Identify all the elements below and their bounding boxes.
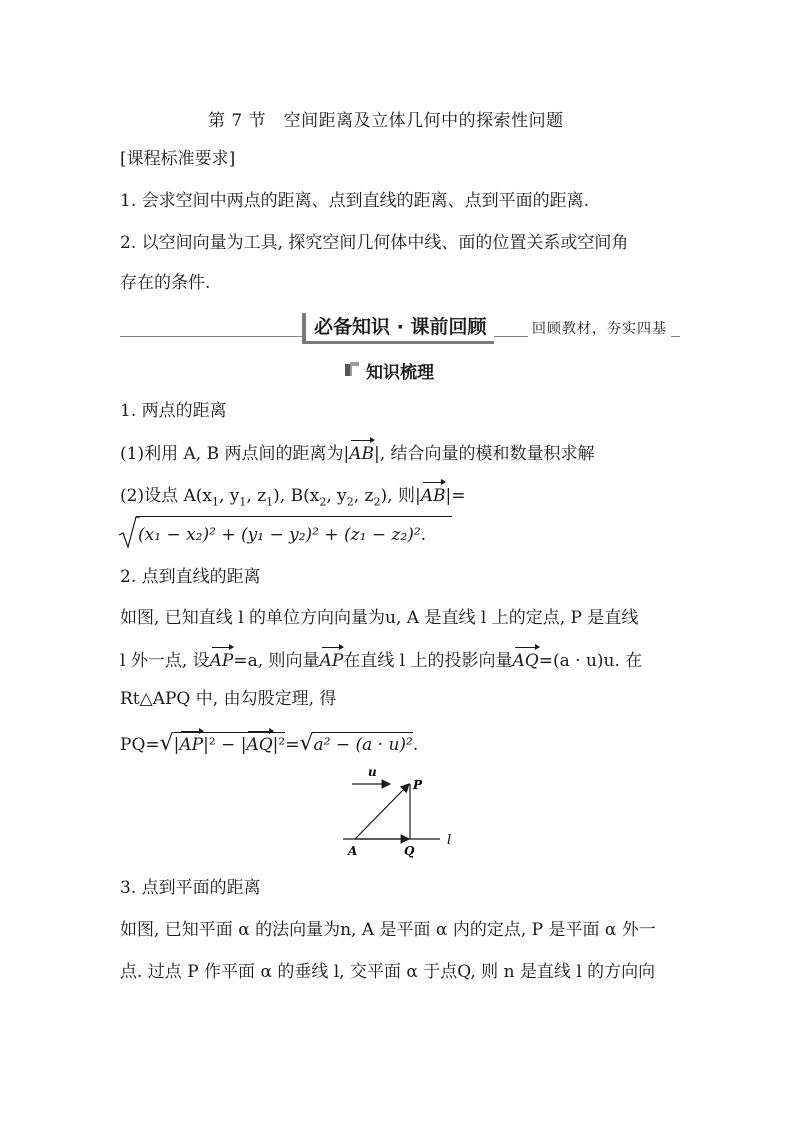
page-title: 第 7 节 空间距离及立体几何中的探索性问题 <box>208 111 564 131</box>
vector-ap: AP <box>209 651 234 671</box>
sec1-item2: (2)设点 $A(x_1$, $y_1$, $z_1$), $B(x_2$, $y_2$, $z_2$), 则|AB|= <box>120 486 466 509</box>
requirements-heading: [课程标准要求] <box>120 149 236 169</box>
pq-end: . <box>412 735 419 755</box>
requirement-item-1: 1. 会求空间中两点的距离、点到直线的距离、点到平面的距离. <box>120 191 590 211</box>
distance-formula: (x₁ − x₂)² + (y₁ − y₂)² + (z₁ − z₂)². <box>138 525 427 545</box>
sec2-line2-c: 在直线 l 上的投影向量 <box>343 651 513 671</box>
sqrt-2 <box>299 733 412 756</box>
sec1-item2-end: |= <box>445 486 466 506</box>
label-p: P <box>413 778 423 792</box>
requirement-item-2: 2. 以空间向量为工具, 探究空间几何体中线、面的位置关系或空间角 <box>120 233 629 253</box>
banner-main-text: 必备知识 · 课前回顾 <box>314 316 487 338</box>
sec1-heading: 1. 两点的距离 <box>120 401 227 421</box>
point-line-figure <box>335 762 465 862</box>
label-q: Q <box>404 844 415 858</box>
requirement-item-2-cont: 存在的条件. <box>120 273 211 293</box>
label-l: l <box>447 833 452 848</box>
sec2-line2 <box>120 650 642 672</box>
section-marker-icon <box>345 362 359 376</box>
vector-ap-2: AP <box>319 651 344 671</box>
segment-ap <box>355 784 409 839</box>
vector-aq-2: AQ <box>246 735 273 755</box>
pq-label: PQ= <box>120 735 160 755</box>
vector-ab: AB <box>349 444 374 464</box>
sec1-item1-post: |, 结合向量的模和数量积求解 <box>373 444 595 464</box>
vector-ap-3: AP <box>179 735 204 755</box>
sqrt-1 <box>160 733 286 756</box>
sec1-item2-eq: ), 则| <box>380 486 421 506</box>
sec2-line1: 如图, 已知直线 l 的单位方向向量为u, A 是直线 l 上的定点, P 是直线 <box>120 608 639 628</box>
sqrt-1-body <box>174 732 286 755</box>
sec2-heading: 2. 点到直线的距离 <box>120 567 261 587</box>
sec2-line2-a: l 外一点, 设 <box>120 651 210 671</box>
pq-eq: = <box>285 735 300 755</box>
knowledge-heading: 知识梳理 <box>366 363 434 383</box>
sec1-item2-mid: ), B(x <box>273 486 320 506</box>
sec2-line2-b: =a, 则向量 <box>233 651 320 671</box>
sec3-heading: 3. 点到平面的距离 <box>120 878 261 898</box>
sec2-line3: Rt△APQ 中, 由勾股定理, 得 <box>120 689 337 709</box>
sqrt-1-icon: √ <box>159 731 174 756</box>
pq-inner3: |² <box>272 735 286 755</box>
label-u: u <box>368 765 377 779</box>
pq-inner2: |² − | <box>203 735 247 755</box>
sec1-item1 <box>120 443 595 465</box>
sec3-line2: 点. 过点 P 作平面 α 的垂线 l, 交平面 α 于点Q, 则 n 是直线 l 的方向向 <box>120 962 656 982</box>
banner-sub: 回顾教材，夯实四基 <box>528 318 671 338</box>
pq-formula <box>120 733 418 756</box>
pq-rhs: a² − (a · u)² <box>313 732 412 755</box>
sec3-line1: 如图, 已知平面 α 的法向量为n, A 是平面 α 内的定点, P 是平面 α 外一 <box>120 920 656 940</box>
sqrt-sign-icon <box>118 515 140 549</box>
pq-inner1: | <box>173 735 180 755</box>
vector-aq: AQ <box>512 651 539 671</box>
sqrt-2-icon: √ <box>299 731 314 756</box>
sec1-item1-pre: (1)利用 A, B 两点间的距离为| <box>120 444 350 464</box>
sqrt-bar <box>136 516 452 517</box>
label-a: A <box>348 844 358 858</box>
sec1-item2-pre: (2)设点 A(x <box>120 486 212 506</box>
sec2-line2-d: =(a · u)u. 在 <box>538 651 643 671</box>
vector-ab-2: AB <box>420 486 446 506</box>
banner-main <box>302 313 494 344</box>
